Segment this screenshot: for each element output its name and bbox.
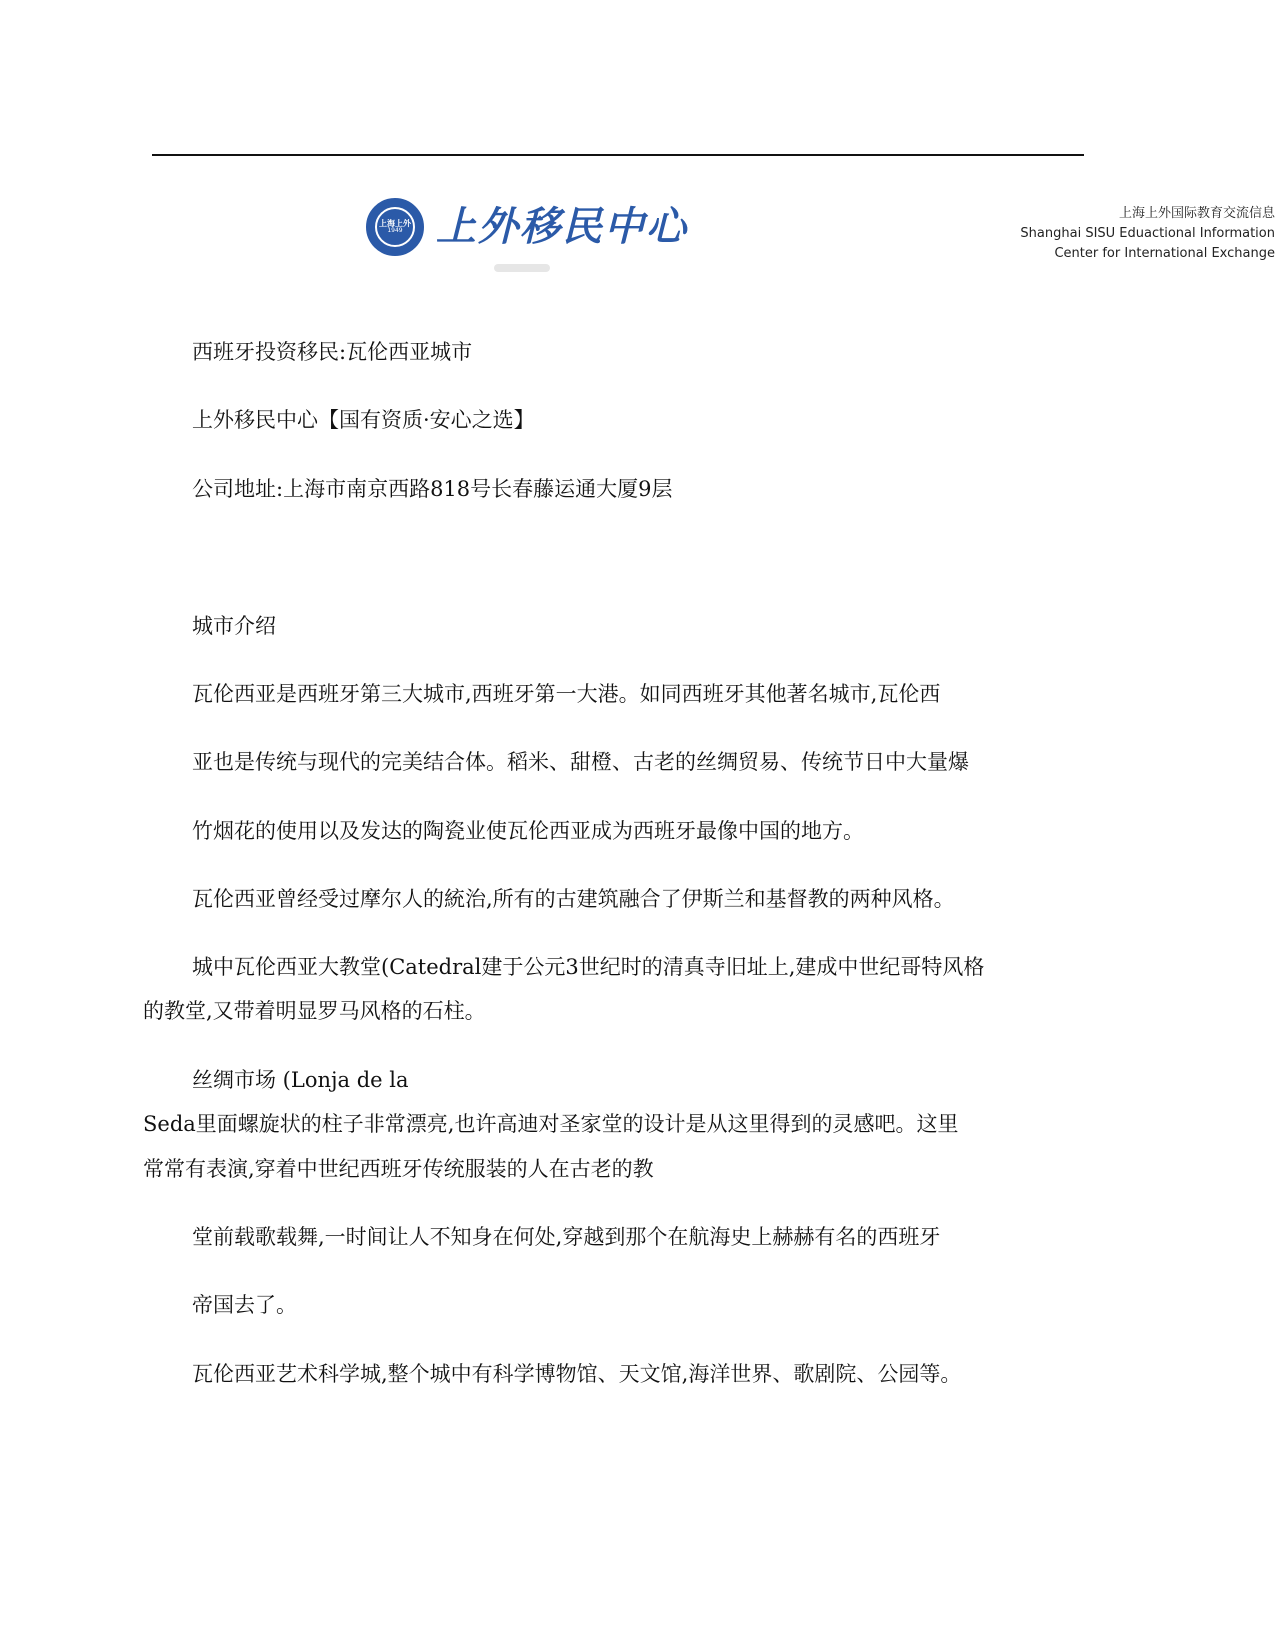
paragraph-line: 瓦伦西亚曾经受过摩尔人的統治,所有的古建筑融合了伊斯兰和基督教的两种风格。 [192, 887, 955, 911]
paragraph-line: 亚也是传统与现代的完美结合体。稻米、甜橙、古老的丝绸贸易、传统节日中大量爆 [192, 750, 969, 774]
university-seal-logo [366, 198, 424, 256]
org-name-en-2: Center for International Exchange [1054, 246, 1275, 261]
slogan: 上外移民中心【国有资质·安心之选】 [192, 408, 535, 432]
header-rule [152, 154, 1084, 156]
paragraph-line: Seda里面螺旋状的柱子非常漂亮,也许高迪对圣家堂的设计是从这里得到的灵感吧。这里 [143, 1112, 959, 1136]
paragraph-line: 竹烟花的使用以及发达的陶瓷业使瓦伦西亚成为西班牙最像中国的地方。 [192, 819, 864, 843]
section-heading: 城市介绍 [192, 614, 276, 638]
seal-year: 1949 [387, 227, 403, 235]
seal-inner [375, 207, 415, 247]
org-name-en-1: Shanghai SISU Eduactional Information [1020, 226, 1275, 241]
company-address: 公司地址:上海市南京西路818号长春藤运通大厦9层 [192, 477, 673, 501]
logo-decoration [494, 264, 550, 272]
org-name-zh: 上海上外国际教育交流信息 [1118, 206, 1275, 221]
brand-logo-text: 上外移民中心 [436, 204, 688, 250]
paragraph-line: 帝国去了。 [192, 1293, 297, 1317]
paragraph-line: 城中瓦伦西亚大教堂(Catedral建于公元3世纪时的清真寺旧址上,建成中世纪哥特风格 [192, 955, 985, 979]
document-title: 西班牙投资移民:瓦伦西亚城市 [192, 340, 473, 364]
paragraph-line: 瓦伦西亚艺术科学城,整个城中有科学博物馆、天文馆,海洋世界、歌剧院、公园等。 [192, 1362, 962, 1386]
paragraph-line: 瓦伦西亚是西班牙第三大城市,西班牙第一大港。如同西班牙其他著名城市,瓦伦西 [192, 682, 941, 706]
paragraph-line: 常常有表演,穿着中世纪西班牙传统服装的人在古老的教 [143, 1157, 654, 1181]
organization-name [975, 204, 1275, 264]
paragraph-line: 堂前载歌载舞,一时间让人不知身在何处,穿越到那个在航海史上赫赫有名的西班牙 [192, 1225, 941, 1249]
paragraph-line: 的教堂,又带着明显罗马风格的石柱。 [143, 999, 486, 1023]
paragraph-line: 丝绸市场 (Lonja de la [192, 1068, 409, 1092]
letterhead [0, 190, 1275, 280]
seal-text: 上海上外 [379, 218, 411, 228]
